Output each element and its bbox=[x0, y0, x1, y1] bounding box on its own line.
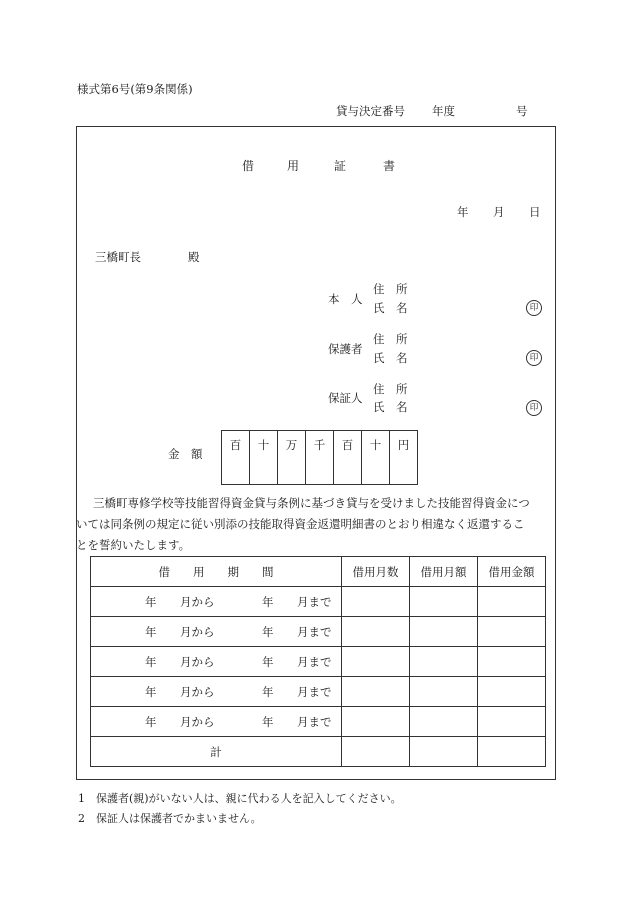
party-address-label: 住 所 bbox=[373, 332, 408, 346]
to-month-label: 月まで bbox=[297, 594, 332, 609]
column-header: 借用金額 bbox=[478, 557, 546, 587]
title-char: 証 bbox=[334, 159, 347, 173]
to-year-label: 年 bbox=[262, 624, 274, 639]
table-row bbox=[91, 587, 546, 617]
party-name-label: 氏 名 bbox=[373, 351, 408, 365]
total-amount-cell[interactable] bbox=[478, 617, 546, 647]
period-cell[interactable] bbox=[91, 587, 342, 617]
party-name-label: 氏 名 bbox=[373, 400, 408, 414]
party-address-label: 住 所 bbox=[373, 382, 408, 396]
table-row bbox=[91, 677, 546, 707]
total-amount-cell[interactable] bbox=[478, 647, 546, 677]
from-year-label: 年 bbox=[145, 624, 157, 639]
footnotes bbox=[78, 789, 402, 829]
footnote-number: 1 bbox=[78, 792, 85, 805]
monthly-amount-cell[interactable] bbox=[410, 617, 478, 647]
pledge-text bbox=[76, 493, 544, 556]
total-months-cell[interactable] bbox=[342, 737, 410, 767]
decision-year-label: 年度 bbox=[432, 104, 455, 118]
months-cell[interactable] bbox=[342, 647, 410, 677]
total-amount-cell[interactable] bbox=[478, 707, 546, 737]
party-role-guardian: 保護者 bbox=[328, 342, 363, 356]
from-month-label: 月から bbox=[180, 684, 215, 699]
months-cell[interactable] bbox=[342, 677, 410, 707]
amount-digit-cell[interactable]: 円 bbox=[390, 431, 418, 485]
column-header: 借用月数 bbox=[342, 557, 410, 587]
period-cell[interactable] bbox=[91, 617, 342, 647]
addressee-honorific: 殿 bbox=[188, 250, 200, 264]
months-cell[interactable] bbox=[342, 617, 410, 647]
from-month-label: 月から bbox=[180, 624, 215, 639]
table-header-row bbox=[91, 557, 546, 587]
date-day-label: 日 bbox=[529, 205, 541, 219]
total-monthly-cell[interactable] bbox=[410, 737, 478, 767]
amount-digit-cell[interactable]: 百 bbox=[222, 431, 250, 485]
monthly-amount-cell[interactable] bbox=[410, 587, 478, 617]
from-month-label: 月から bbox=[180, 594, 215, 609]
from-month-label: 月から bbox=[180, 714, 215, 729]
pledge-line: 三橋町専修学校等技能習得資金貸与条例に基づき貸与を受けました技能習得資金につ bbox=[93, 496, 530, 510]
decision-number-suffix: 号 bbox=[516, 104, 528, 118]
to-year-label: 年 bbox=[262, 594, 274, 609]
from-year-label: 年 bbox=[145, 684, 157, 699]
amount-digit-cell[interactable]: 十 bbox=[362, 431, 390, 485]
form-id: 様式第6号(第9条関係) bbox=[77, 82, 193, 96]
total-amount-cell[interactable] bbox=[478, 677, 546, 707]
period-cell[interactable] bbox=[91, 647, 342, 677]
date-month-label: 月 bbox=[493, 205, 505, 219]
amount-digit-cell[interactable]: 千 bbox=[306, 431, 334, 485]
period-cell[interactable] bbox=[91, 677, 342, 707]
to-year-label: 年 bbox=[262, 654, 274, 669]
period-cell[interactable] bbox=[91, 707, 342, 737]
table-row bbox=[91, 617, 546, 647]
total-amount-cell[interactable] bbox=[478, 587, 546, 617]
seal-mark-icon: 印 bbox=[526, 400, 542, 416]
table-total-row bbox=[91, 737, 546, 767]
decision-number-label: 貸与決定番号 bbox=[336, 104, 405, 118]
amount-label: 金 額 bbox=[168, 447, 203, 461]
from-year-label: 年 bbox=[145, 714, 157, 729]
from-year-label: 年 bbox=[145, 594, 157, 609]
total-amount-sum-cell[interactable] bbox=[478, 737, 546, 767]
amount-digit-cell[interactable]: 百 bbox=[334, 431, 362, 485]
to-year-label: 年 bbox=[262, 714, 274, 729]
from-year-label: 年 bbox=[145, 654, 157, 669]
to-month-label: 月まで bbox=[297, 684, 332, 699]
to-month-label: 月まで bbox=[297, 654, 332, 669]
months-cell[interactable] bbox=[342, 587, 410, 617]
table-row bbox=[91, 707, 546, 737]
total-label: 計 bbox=[91, 737, 342, 767]
footnote-text: 保護者(親)がいない人は、親に代わる人を記入してください。 bbox=[96, 792, 402, 805]
footnote bbox=[78, 809, 402, 829]
pledge-line: とを誓約いたします。 bbox=[76, 538, 191, 552]
party-address-label: 住 所 bbox=[373, 282, 408, 296]
monthly-amount-cell[interactable] bbox=[410, 707, 478, 737]
months-cell[interactable] bbox=[342, 707, 410, 737]
monthly-amount-cell[interactable] bbox=[410, 647, 478, 677]
loan-period-table bbox=[90, 556, 546, 767]
addressee-name: 三橋町長 bbox=[95, 250, 141, 264]
title-char: 借 bbox=[242, 159, 255, 173]
pledge-line: いては同条例の規定に従い別添の技能取得資金返還明細書のとおり相違なく返還するこ bbox=[76, 517, 525, 531]
table-row bbox=[91, 647, 546, 677]
party-role-guarantor: 保証人 bbox=[328, 391, 363, 405]
seal-mark-icon: 印 bbox=[526, 300, 542, 316]
to-year-label: 年 bbox=[262, 684, 274, 699]
footnote-text: 保証人は保護者でかまいません。 bbox=[96, 812, 262, 825]
monthly-amount-cell[interactable] bbox=[410, 677, 478, 707]
title-char: 書 bbox=[383, 159, 396, 173]
to-month-label: 月まで bbox=[297, 714, 332, 729]
seal-mark-icon: 印 bbox=[526, 350, 542, 366]
amount-grid bbox=[221, 430, 418, 485]
column-header: 借 用 期 間 bbox=[91, 557, 342, 587]
document-title bbox=[242, 160, 254, 172]
amount-digit-cell[interactable]: 十 bbox=[250, 431, 278, 485]
to-month-label: 月まで bbox=[297, 624, 332, 639]
date-year-label: 年 bbox=[457, 205, 469, 219]
party-role-self: 本 人 bbox=[328, 292, 363, 306]
amount-digit-cell[interactable]: 万 bbox=[278, 431, 306, 485]
footnote-number: 2 bbox=[78, 812, 85, 825]
from-month-label: 月から bbox=[180, 654, 215, 669]
title-char: 用 bbox=[287, 159, 300, 173]
footnote bbox=[78, 789, 402, 809]
column-header: 借用月額 bbox=[410, 557, 478, 587]
party-name-label: 氏 名 bbox=[373, 301, 408, 315]
